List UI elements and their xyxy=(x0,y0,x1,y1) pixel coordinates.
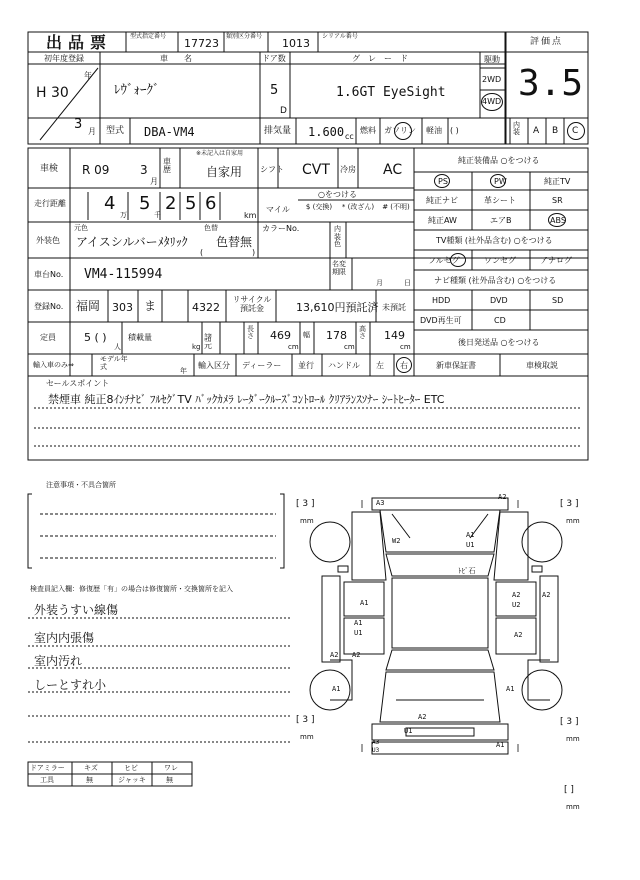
length-value: 469 xyxy=(270,329,291,342)
mark-door-rr: A2 xyxy=(514,631,523,639)
tread-fr-unit: mm xyxy=(566,517,580,525)
mark-door-fl: A1 xyxy=(360,599,369,607)
legend-mirror: ドアミラー xyxy=(30,764,65,772)
mark-rear-u3: U3 xyxy=(372,747,380,754)
grade-label: グレード xyxy=(352,54,416,63)
caution-label: 注意事項・不具合箇所 xyxy=(46,481,116,489)
fuel-gas: ガソリン xyxy=(384,126,416,135)
reg-city: 福岡 xyxy=(76,299,101,313)
handle-left: 左 xyxy=(376,361,384,370)
interior-color-label: 内装色 xyxy=(334,225,341,249)
equip-ps: PS xyxy=(438,177,448,186)
mark-trunk: A2 xyxy=(418,713,427,721)
serial-label: シリアル番号 xyxy=(322,33,358,40)
nav-dvd: DVD xyxy=(490,296,508,305)
equip-ps-circle xyxy=(434,174,450,188)
class-no: 1013 xyxy=(282,37,310,50)
tread-spare: [ ] xyxy=(564,785,574,795)
type-no: 17723 xyxy=(184,37,219,50)
tread-rr: [ 3 ] xyxy=(560,717,579,727)
mark-exchange: $ (交換) xyxy=(305,203,333,211)
tread-rl: [ 3 ] xyxy=(296,715,315,725)
tv-one: ワンセグ xyxy=(484,256,516,265)
person-unit: 人 xyxy=(114,343,121,351)
handle-label: ハンドル xyxy=(328,361,360,370)
score-label: 評価点 xyxy=(530,37,564,47)
mark-front-bumper: A3 xyxy=(376,499,385,507)
drive-4wd-circle xyxy=(481,93,503,111)
import-parallel: 並行 xyxy=(298,361,314,370)
mileage-sen: 千 xyxy=(154,211,161,219)
interior-a: A xyxy=(533,126,540,136)
chassis-value: VM4-115994 xyxy=(84,267,163,282)
mileage-d2: 5 xyxy=(139,193,151,214)
tv-full-circle xyxy=(450,253,466,267)
shaken-month-unit: 月 xyxy=(150,177,158,186)
capacity-value: 5 ( ) xyxy=(84,331,107,344)
note-line-2: 室内内張傷 xyxy=(34,631,95,645)
mark-fender-r: A2 xyxy=(542,591,551,599)
mileage-man: 万 xyxy=(120,211,127,219)
body-color-label: 外装色 xyxy=(36,236,60,245)
width-value: 178 xyxy=(326,329,347,342)
interior-c: C xyxy=(572,126,579,136)
class-no-label: 類別区分番号 xyxy=(226,33,263,40)
tv-analog: アナログ xyxy=(540,256,572,265)
mileage-d4: 5 xyxy=(185,193,197,214)
score-value: 3.5 xyxy=(518,63,584,104)
transfer-label: 名変期限 xyxy=(332,260,346,276)
displacement-label: 排気量 xyxy=(264,126,292,136)
model-label: 型式 xyxy=(106,126,125,136)
note-line-3: 室内汚れ xyxy=(34,654,83,668)
reg-class: 303 xyxy=(112,301,133,314)
drive-label: 駆動 xyxy=(484,55,500,64)
color-orig-label: 元色 xyxy=(74,224,88,232)
mark-rear-a1: A1 xyxy=(496,741,505,749)
recycle-unpaid: 未預託 xyxy=(382,303,406,312)
displacement-value: 1.600 xyxy=(308,125,345,139)
transfer-day: 日 xyxy=(404,279,411,287)
mark-door-rl-a: A1 xyxy=(354,619,363,627)
mark-front-bumper-r: A2 xyxy=(498,493,507,501)
doc-manual: 車検取説 xyxy=(526,361,558,370)
first-reg-era: H 30 xyxy=(36,85,69,101)
mark-door-fr-u: U2 xyxy=(512,601,521,609)
height-unit: cm xyxy=(400,343,411,351)
transfer-month: 月 xyxy=(376,279,383,287)
mark-tamper: * (改ざん) xyxy=(341,203,375,211)
model-year-label: モデル年式 xyxy=(100,355,128,371)
history-note: ※未記入は自家用 xyxy=(196,150,244,157)
nav-dvd-play: DVD再生可 xyxy=(420,316,462,325)
grade-value: 1.6GT EyeSight xyxy=(336,85,446,100)
equip-pw-circle xyxy=(490,174,506,188)
shift-label: シフト xyxy=(260,165,284,174)
legend-jack: ジャッキ xyxy=(118,776,146,784)
tread-fr: [ 3 ] xyxy=(560,499,579,509)
mark-quarter-l2: A2 xyxy=(352,651,361,659)
height-value: 149 xyxy=(384,329,405,342)
legend-tool: 工具 xyxy=(40,776,54,784)
mileage-d1: 4 xyxy=(104,193,116,214)
interior-label: 内装 xyxy=(513,121,520,136)
door-type: D xyxy=(280,106,287,116)
mark-quarter-l: A2 xyxy=(330,651,339,659)
equip-leather: 革シート xyxy=(484,196,516,205)
mark-wheel-rl: A1 xyxy=(332,685,341,693)
fuel-label: 燃料 xyxy=(360,126,376,135)
tread-rr-unit: mm xyxy=(566,735,580,743)
km-unit: km xyxy=(244,211,257,220)
body-color: アイスシルバーﾒﾀﾘｯｸ xyxy=(76,235,188,249)
equip-aw: 純正AW xyxy=(428,216,457,225)
mark-rear-a3: A3 xyxy=(372,739,380,746)
mark-door-rl-u: U1 xyxy=(354,629,363,637)
tread-fl: [ 3 ] xyxy=(296,499,315,509)
year-unit: 年 xyxy=(84,71,92,80)
nav-label: ナビ種類 (社外品含む) ○をつける xyxy=(434,276,557,285)
mark-unknown: # (不明) xyxy=(382,203,410,211)
car-name: ﾚｳﾞｫｰｸﾞ xyxy=(114,83,160,98)
equip-pw: PW xyxy=(494,177,507,186)
interior-c-circle xyxy=(567,122,585,140)
color-no-label: カラーNo. xyxy=(262,224,300,233)
equip-tv: 純正TV xyxy=(544,177,571,186)
equip-sr: SR xyxy=(552,196,563,205)
import-dealer: ディーラー xyxy=(242,361,282,370)
equip-airbag: エアB xyxy=(490,216,512,225)
mark-rear-bumper: U1 xyxy=(404,727,413,735)
shaken-label: 車検 xyxy=(40,164,59,174)
tread-spare-unit: mm xyxy=(566,803,580,811)
interior-b: B xyxy=(552,126,559,136)
import-type-label: 輸入区分 xyxy=(198,361,230,370)
oem-label: 純正装備品 ○をつける xyxy=(458,156,540,165)
mile-label: マイル xyxy=(266,205,290,214)
fuel-gas-circle xyxy=(394,122,412,140)
legend-break: ワレ xyxy=(164,764,178,772)
doc-warranty: 新車保証書 xyxy=(436,361,476,370)
tv-full: フルセグ xyxy=(428,256,460,265)
equip-abs-circle xyxy=(548,213,566,227)
shaken-month: 3 xyxy=(140,163,148,177)
mark-hood-a1: A1 xyxy=(466,531,475,539)
cc-unit: cc xyxy=(345,132,354,141)
import-label: 輸入車のみ⇒ xyxy=(33,361,74,369)
model-year-unit: 年 xyxy=(180,367,187,375)
inspector-label: 検査員記入欄：修復歴「有」の場合は修復箇所・交換箇所を記入 xyxy=(30,585,233,593)
legend-tool-value: 無 xyxy=(86,776,93,784)
sales-text: 禁煙車 純正8ｲﾝﾁﾅﾋﾞ ﾌﾙｾｸﾞTV ﾊﾞｯｸｶﾒﾗ ﾚｰﾀﾞｰｸﾙｰｽﾞｺﾝﾄﾛｰﾙ ｸﾘｱﾗﾝｽｿﾅｰ ｼｰﾄﾋｰﾀｰ ETC xyxy=(48,393,445,406)
nav-hdd: HDD xyxy=(432,296,451,305)
handle-right: 右 xyxy=(400,361,408,370)
handle-right-circle xyxy=(396,357,412,373)
mileage-d3: 2 xyxy=(165,193,177,214)
mark-hood-w2: W2 xyxy=(392,537,401,545)
mileage-d5: 6 xyxy=(205,193,217,214)
mark-wheel-rr: A1 xyxy=(506,685,515,693)
tv-label: TV種類 (社外品含む) ○をつける xyxy=(436,236,553,245)
nav-cd: CD xyxy=(494,316,506,325)
sales-label: セールスポイント xyxy=(46,379,110,388)
drive-4wd: 4WD xyxy=(482,97,502,106)
chassis-label: 車台No. xyxy=(34,270,64,279)
month-unit: 月 xyxy=(88,127,96,136)
length-unit: cm xyxy=(288,343,299,351)
shift-value: CVT xyxy=(302,162,330,178)
tread-rl-unit: mm xyxy=(300,733,314,741)
capacity-label: 定員 xyxy=(40,333,56,342)
recycle-label: リサイクル預託金 xyxy=(232,295,272,313)
color-change: 色替無 xyxy=(216,235,253,249)
note-line-4: しーとすれ小 xyxy=(34,678,107,692)
cooler-label: 冷房 xyxy=(340,165,356,174)
reg-no: 4322 xyxy=(192,301,220,314)
nav-sd: SD xyxy=(552,296,564,305)
kg-unit: kg xyxy=(192,343,201,351)
tread-fl-unit: mm xyxy=(300,517,314,525)
width-unit: cm xyxy=(344,343,355,351)
mark-windshield: ﾄﾋﾞ石 xyxy=(458,567,476,575)
type-no-label: 型式指定番号 xyxy=(130,33,167,40)
mark-door-fr-a: A2 xyxy=(512,591,521,599)
first-reg-label: 初年度登録 xyxy=(44,54,84,63)
mileage-label: 走行距離 xyxy=(34,199,66,208)
drive-2wd: 2WD xyxy=(482,75,502,84)
equip-abs: ABS xyxy=(550,216,566,225)
docs-label: 後日発送品 ○をつける xyxy=(458,338,540,347)
fuel-diesel: 軽油 xyxy=(426,126,442,135)
cooler-value: AC xyxy=(383,162,403,178)
doors-label: ドア数 xyxy=(262,54,286,63)
reg-label: 登録No. xyxy=(34,302,64,311)
first-reg-month: 3 xyxy=(74,117,83,132)
width-label: 幅 xyxy=(303,331,310,339)
color-change-paren-close: ) xyxy=(252,248,256,257)
dims-label: 諸元 xyxy=(204,333,212,350)
note-line-1: 外装うすい線傷 xyxy=(34,603,119,617)
load-label: 積載量 xyxy=(128,333,152,342)
form-title: 出品票 xyxy=(46,33,113,52)
recycle-value: 13,610円預託済 xyxy=(296,301,379,314)
shaken-value: R 09 xyxy=(82,163,110,177)
equip-navi: 純正ナビ xyxy=(426,196,458,205)
car-name-label: 車名 xyxy=(160,54,208,63)
mark-hood-u1: U1 xyxy=(466,541,475,549)
mark-note: ○をつける xyxy=(318,190,357,199)
length-label: 長さ xyxy=(247,325,254,340)
fuel-other: ( ) xyxy=(450,126,459,135)
doors-value: 5 xyxy=(270,83,279,98)
legend-scratch: キズ xyxy=(84,764,98,772)
legend-jack-value: 無 xyxy=(166,776,173,784)
color-change-paren-open: ( xyxy=(200,248,204,257)
history-label: 車歴 xyxy=(163,157,171,174)
reg-kana: ま xyxy=(144,299,157,313)
model-value: DBA-VM4 xyxy=(144,125,195,139)
height-label: 高さ xyxy=(359,325,366,340)
legend-crack: ヒビ xyxy=(124,764,138,772)
history-value: 自家用 xyxy=(206,165,243,179)
color-change-label: 色替 xyxy=(204,224,218,232)
